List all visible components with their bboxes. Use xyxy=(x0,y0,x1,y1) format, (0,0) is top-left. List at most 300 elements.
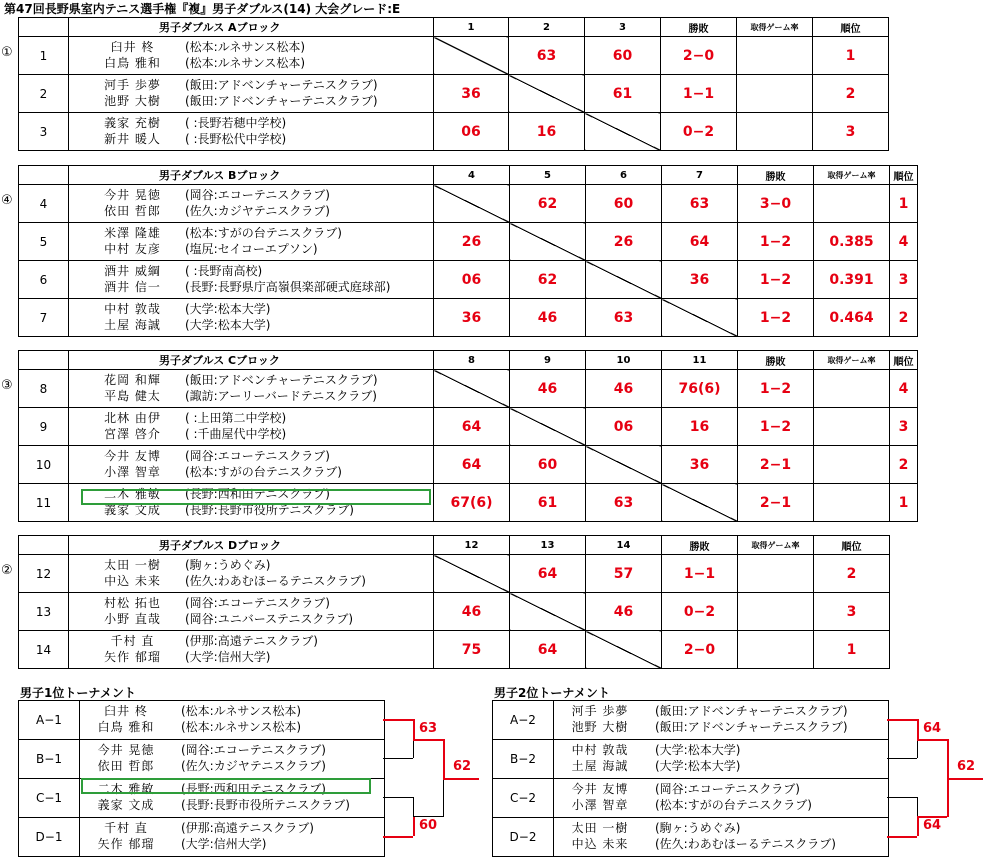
player-name: 二木 雅敏 xyxy=(104,487,161,501)
bracket-line xyxy=(917,797,918,816)
self-match-cell xyxy=(662,484,738,522)
rank: 4 xyxy=(890,223,918,261)
table-row xyxy=(19,446,918,484)
player-line xyxy=(553,782,888,796)
score-cell: 60 xyxy=(586,185,662,223)
score-cell: 26 xyxy=(586,223,662,261)
self-match-cell xyxy=(509,75,585,113)
score-cell: 63 xyxy=(509,37,585,75)
player-club: (岡谷:ユニバーステニスクラブ) xyxy=(185,612,354,626)
bracket-line xyxy=(887,836,917,838)
win-loss: 0−2 xyxy=(662,593,738,631)
col-header: 10 xyxy=(586,351,662,370)
bracket-line xyxy=(443,778,444,817)
block-name: 男子ダブルス Aブロック xyxy=(69,18,434,37)
highlight-box xyxy=(81,489,431,505)
score-cell: 46 xyxy=(510,299,586,337)
entry-number: 6 xyxy=(19,261,69,299)
game-rate xyxy=(814,484,890,522)
player-name: 千村 直 xyxy=(104,821,148,835)
player-line xyxy=(69,302,433,316)
player-line xyxy=(553,704,888,718)
rate-header: 取得ゲーム率 xyxy=(814,166,890,185)
player-line xyxy=(69,558,433,572)
seed-label: D−2 xyxy=(493,818,554,856)
pair-cell xyxy=(69,37,434,75)
player-line xyxy=(553,837,888,851)
player-club: (佐久:カジヤテニスクラブ) xyxy=(181,759,326,773)
bracket-line xyxy=(383,836,413,838)
player-line xyxy=(69,204,433,218)
pair-cell xyxy=(69,185,434,223)
score-cell: 60 xyxy=(585,37,661,75)
player-club: (佐久:わあむほーるテニスクラブ) xyxy=(655,837,836,851)
player-club: (岡谷:エコーテニスクラブ) xyxy=(185,188,330,202)
player-line xyxy=(69,78,433,92)
game-rate: 0.391 xyxy=(814,261,890,299)
score-cell: 64 xyxy=(662,223,738,261)
bracket-line xyxy=(383,719,413,721)
player-name: 中込 未来 xyxy=(104,574,161,588)
block-order-mark: ② xyxy=(1,563,13,578)
player-name: 今井 晃徳 xyxy=(97,743,155,757)
win-loss: 1−2 xyxy=(738,223,814,261)
score-cell: 57 xyxy=(586,555,662,593)
player-line xyxy=(69,264,433,278)
score-cell: 46 xyxy=(586,370,662,408)
rank: 2 xyxy=(814,555,890,593)
rank-header: 順位 xyxy=(890,351,918,370)
pair-cell xyxy=(553,701,888,739)
block-name: 男子ダブルス Cブロック xyxy=(69,351,434,370)
seed-label: B−1 xyxy=(19,740,80,778)
player-club: (飯田:アドベンチャーテニスクラブ) xyxy=(185,94,378,108)
col-header: 12 xyxy=(434,536,510,555)
seed-label: D−1 xyxy=(19,818,80,856)
player-name: 中村 敦哉 xyxy=(104,302,161,316)
rank: 2 xyxy=(890,299,918,337)
player-line xyxy=(69,650,433,664)
win-loss: 0−2 xyxy=(661,113,737,151)
player-name: 義家 文成 xyxy=(97,798,155,812)
block-order-mark: ③ xyxy=(1,378,13,393)
player-club: (飯田:アドベンチャーテニスクラブ) xyxy=(655,720,848,734)
bracket-score: 62 xyxy=(453,759,472,774)
player-club: (長野:長野県庁高嶺倶楽部硬式庭球部) xyxy=(185,280,391,294)
game-rate xyxy=(738,631,814,669)
self-match-cell xyxy=(510,408,586,446)
player-name: 太田 一樹 xyxy=(571,821,629,835)
player-club: ( :長野若穂中学校) xyxy=(185,116,287,130)
entry-number: 12 xyxy=(19,555,69,593)
player-name: 依田 哲郎 xyxy=(104,204,161,218)
game-rate: 0.385 xyxy=(814,223,890,261)
player-line xyxy=(69,280,433,294)
player-name: 臼井 柊 xyxy=(110,40,155,54)
table-row xyxy=(19,223,918,261)
pair-cell xyxy=(69,223,434,261)
block-table xyxy=(18,17,889,151)
player-line xyxy=(69,465,433,479)
entry-number: 3 xyxy=(19,113,69,151)
table-row xyxy=(19,555,890,593)
wl-header: 勝敗 xyxy=(738,351,814,370)
player-name: 千村 直 xyxy=(110,634,155,648)
score-cell: 63 xyxy=(586,484,662,522)
player-line xyxy=(69,318,433,332)
player-name: 矢作 郁瑠 xyxy=(104,650,161,664)
col-header: 4 xyxy=(434,166,510,185)
rank: 2 xyxy=(813,75,889,113)
game-rate xyxy=(737,113,813,151)
player-line xyxy=(79,837,384,851)
player-name: 花岡 和輝 xyxy=(104,373,161,387)
tournament-row xyxy=(19,740,384,779)
bracket-score: 62 xyxy=(957,759,976,774)
win-loss: 3−0 xyxy=(738,185,814,223)
col-header: 5 xyxy=(510,166,586,185)
rank: 3 xyxy=(813,113,889,151)
player-line xyxy=(553,821,888,835)
tournament-row xyxy=(493,779,888,818)
pair-cell xyxy=(69,555,434,593)
player-club: (駒ヶ:うめぐみ) xyxy=(655,821,741,835)
bracket-line xyxy=(947,778,949,817)
player-name: 臼井 柊 xyxy=(104,704,148,718)
player-line xyxy=(69,116,433,130)
score-cell: 67(6) xyxy=(434,484,510,522)
player-line xyxy=(69,574,433,588)
player-line xyxy=(69,427,433,441)
player-club: (大学:信州大学) xyxy=(181,837,267,851)
entry-number: 2 xyxy=(19,75,69,113)
bracket-line xyxy=(887,719,917,721)
win-loss: 1−2 xyxy=(738,408,814,446)
win-loss: 2−0 xyxy=(662,631,738,669)
player-club: (飯田:アドベンチャーテニスクラブ) xyxy=(655,704,848,718)
block-table xyxy=(18,165,918,337)
player-club: (伊那:高遠テニスクラブ) xyxy=(181,821,314,835)
wl-header: 勝敗 xyxy=(662,536,738,555)
self-match-cell xyxy=(510,593,586,631)
player-club: ( :長野南高校) xyxy=(185,264,263,278)
entry-number: 1 xyxy=(19,37,69,75)
player-name: 白鳥 雅和 xyxy=(97,720,155,734)
win-loss: 2−1 xyxy=(738,446,814,484)
table-row xyxy=(19,113,889,151)
player-line xyxy=(69,40,433,54)
player-line xyxy=(69,226,433,240)
score-cell: 63 xyxy=(586,299,662,337)
bracket-line xyxy=(413,816,415,836)
win-loss: 2−1 xyxy=(738,484,814,522)
player-name: 二木 雅敏 xyxy=(97,782,155,796)
player-name: 土屋 海誠 xyxy=(571,759,629,773)
win-loss: 1−1 xyxy=(662,555,738,593)
self-match-cell xyxy=(434,185,510,223)
player-club: (長野:西和田テニスクラブ) xyxy=(185,487,330,501)
player-name: 河手 歩夢 xyxy=(104,78,161,92)
score-cell: 64 xyxy=(434,408,510,446)
player-name: 白鳥 雅和 xyxy=(104,56,161,70)
player-name: 小澤 智章 xyxy=(571,798,629,812)
self-match-cell xyxy=(434,370,510,408)
table-row xyxy=(19,261,918,299)
player-club: (佐久:わあむほーるテニスクラブ) xyxy=(185,574,366,588)
pair-cell xyxy=(79,740,384,778)
rate-header: 取得ゲーム率 xyxy=(814,351,890,370)
bracket-line xyxy=(917,719,919,739)
player-name: 宮澤 啓介 xyxy=(104,427,161,441)
player-name: 酒井 威綱 xyxy=(104,264,161,278)
bracket-line xyxy=(413,719,415,739)
win-loss: 1−2 xyxy=(738,261,814,299)
rank: 1 xyxy=(813,37,889,75)
score-cell: 06 xyxy=(586,408,662,446)
player-club: (松本:すがの台テニスクラブ) xyxy=(655,798,812,812)
seed-label: B−2 xyxy=(493,740,554,778)
win-loss: 1−2 xyxy=(738,299,814,337)
block-order-mark: ① xyxy=(1,45,13,60)
player-line xyxy=(79,759,384,773)
player-club: (松本:ルネサンス松本) xyxy=(185,56,306,70)
entry-number: 8 xyxy=(19,370,69,408)
player-name: 依田 哲郎 xyxy=(97,759,155,773)
self-match-cell xyxy=(586,261,662,299)
player-club: (駒ヶ:うめぐみ) xyxy=(185,558,271,572)
player-club: (松本:ルネサンス松本) xyxy=(181,720,302,734)
player-club: (長野:長野市役所テニスクラブ) xyxy=(185,503,354,517)
player-line xyxy=(553,759,888,773)
player-name: 池野 大樹 xyxy=(571,720,629,734)
tournament-row xyxy=(493,818,888,856)
player-name: 今井 友博 xyxy=(104,449,161,463)
player-line xyxy=(69,634,433,648)
rank-header: 順位 xyxy=(813,18,889,37)
player-club: (大学:松本大学) xyxy=(185,318,271,332)
game-rate xyxy=(737,75,813,113)
pair-cell xyxy=(69,631,434,669)
self-match-cell xyxy=(585,113,661,151)
bracket-line xyxy=(443,778,479,780)
col-header: 14 xyxy=(586,536,662,555)
entry-number: 14 xyxy=(19,631,69,669)
score-cell: 06 xyxy=(434,113,509,151)
tournament-row xyxy=(19,818,384,856)
rank-header: 順位 xyxy=(814,536,890,555)
entry-number: 13 xyxy=(19,593,69,631)
self-match-cell xyxy=(510,223,586,261)
player-name: 村松 拓也 xyxy=(104,596,161,610)
col-header: 3 xyxy=(585,18,661,37)
pair-cell xyxy=(69,408,434,446)
player-club: (岡谷:エコーテニスクラブ) xyxy=(185,449,330,463)
player-name: 池野 大樹 xyxy=(104,94,161,108)
player-line xyxy=(69,596,433,610)
col-header: 11 xyxy=(662,351,738,370)
col-header: 8 xyxy=(434,351,510,370)
bracket-line xyxy=(443,739,445,778)
score-cell: 62 xyxy=(510,261,586,299)
self-match-cell xyxy=(586,631,662,669)
player-name: 中村 友彦 xyxy=(104,242,161,256)
bracket-line xyxy=(887,797,917,798)
player-name: 今井 晃徳 xyxy=(104,188,161,202)
bracket-line xyxy=(917,739,918,758)
player-name: 中村 敦哉 xyxy=(571,743,629,757)
player-name: 小野 直哉 xyxy=(104,612,161,626)
player-club: (岡谷:エコーテニスクラブ) xyxy=(655,782,800,796)
player-club: (諏訪:アーリーバードテニスクラブ) xyxy=(185,389,377,403)
col-header: 7 xyxy=(662,166,738,185)
self-match-cell xyxy=(434,37,509,75)
bracket-score: 60 xyxy=(419,818,438,833)
player-line xyxy=(69,56,433,70)
win-loss: 2−0 xyxy=(661,37,737,75)
score-cell: 36 xyxy=(434,299,510,337)
game-rate xyxy=(738,593,814,631)
player-club: (松本:すがの台テニスクラブ) xyxy=(185,465,342,479)
player-line xyxy=(69,449,433,463)
player-name: 太田 一樹 xyxy=(104,558,161,572)
table-row xyxy=(19,185,918,223)
pair-cell xyxy=(69,261,434,299)
game-rate xyxy=(814,446,890,484)
player-club: (佐久:カジヤテニスクラブ) xyxy=(185,204,330,218)
player-name: 小澤 智章 xyxy=(104,465,161,479)
rank: 1 xyxy=(890,185,918,223)
block-table xyxy=(18,535,890,669)
player-club: ( :長野松代中学校) xyxy=(185,132,287,146)
player-club: (長野:西和田テニスクラブ) xyxy=(181,782,326,796)
player-line xyxy=(69,188,433,202)
bracket-line xyxy=(383,797,413,798)
player-club: ( :上田第二中学校) xyxy=(185,411,287,425)
table-row xyxy=(19,593,890,631)
game-rate xyxy=(814,185,890,223)
bracket-score: 64 xyxy=(923,818,942,833)
win-loss: 1−2 xyxy=(738,370,814,408)
block-name: 男子ダブルス Dブロック xyxy=(69,536,434,555)
rank: 3 xyxy=(890,408,918,446)
game-rate: 0.464 xyxy=(814,299,890,337)
tournament-row xyxy=(493,740,888,779)
player-club: (松本:ルネサンス松本) xyxy=(185,40,306,54)
score-cell: 64 xyxy=(434,446,510,484)
table-row xyxy=(19,370,918,408)
player-club: (塩尻:セイコーエプソン) xyxy=(185,242,318,256)
col-header: 1 xyxy=(434,18,509,37)
page-title: 第47回長野県室内テニス選手権『複』男子ダブルス(14) 大会グレード:E xyxy=(4,2,401,16)
table-row xyxy=(19,408,918,446)
tournament-title: 男子1位トーナメント xyxy=(20,686,136,700)
player-line xyxy=(79,743,384,757)
player-line xyxy=(69,389,433,403)
player-line xyxy=(79,720,384,734)
seed-label: C−1 xyxy=(19,779,80,817)
player-line xyxy=(69,503,433,517)
entry-number: 9 xyxy=(19,408,69,446)
rank: 2 xyxy=(890,446,918,484)
tournament-row xyxy=(493,701,888,740)
player-club: (飯田:アドベンチャーテニスクラブ) xyxy=(185,78,378,92)
seed-label: C−2 xyxy=(493,779,554,817)
seed-label: A−1 xyxy=(19,701,80,739)
bracket-line xyxy=(917,739,947,741)
entry-number: 11 xyxy=(19,484,69,522)
pair-cell xyxy=(69,593,434,631)
player-line xyxy=(69,373,433,387)
player-name: 北林 由伊 xyxy=(104,411,161,425)
player-club: (大学:松本大学) xyxy=(185,302,271,316)
self-match-cell xyxy=(586,446,662,484)
score-cell: 46 xyxy=(434,593,510,631)
wl-header: 勝敗 xyxy=(738,166,814,185)
score-cell: 63 xyxy=(662,185,738,223)
entry-number: 7 xyxy=(19,299,69,337)
score-cell: 64 xyxy=(510,631,586,669)
col-header: 2 xyxy=(509,18,585,37)
player-line xyxy=(553,798,888,812)
score-cell: 36 xyxy=(662,446,738,484)
score-cell: 61 xyxy=(585,75,661,113)
wl-header: 勝敗 xyxy=(661,18,737,37)
game-rate xyxy=(814,408,890,446)
col-header: 9 xyxy=(510,351,586,370)
bracket-line xyxy=(947,739,949,778)
pair-cell xyxy=(69,75,434,113)
rank: 1 xyxy=(814,631,890,669)
player-name: 今井 友博 xyxy=(571,782,629,796)
score-cell: 61 xyxy=(510,484,586,522)
score-cell: 75 xyxy=(434,631,510,669)
table-row xyxy=(19,299,918,337)
bracket-line xyxy=(413,816,443,817)
rank-header: 順位 xyxy=(890,166,918,185)
player-line xyxy=(79,821,384,835)
player-club: (飯田:アドベンチャーテニスクラブ) xyxy=(185,373,378,387)
col-header: 6 xyxy=(586,166,662,185)
player-name: 土屋 海誠 xyxy=(104,318,161,332)
pair-cell xyxy=(553,779,888,817)
block-name: 男子ダブルス Bブロック xyxy=(69,166,434,185)
pair-cell xyxy=(553,818,888,856)
player-club: (岡谷:エコーテニスクラブ) xyxy=(181,743,326,757)
score-cell: 76(6) xyxy=(662,370,738,408)
win-loss: 1−1 xyxy=(661,75,737,113)
score-cell: 64 xyxy=(510,555,586,593)
player-line xyxy=(553,743,888,757)
self-match-cell xyxy=(662,299,738,337)
player-name: 米澤 隆雄 xyxy=(104,226,161,240)
player-name: 新井 暖人 xyxy=(104,132,161,146)
pair-cell xyxy=(69,113,434,151)
player-name: 矢作 郁瑠 xyxy=(97,837,155,851)
player-club: (大学:松本大学) xyxy=(655,743,741,757)
tournament-entries xyxy=(492,700,889,857)
score-cell: 16 xyxy=(662,408,738,446)
pair-cell xyxy=(79,701,384,739)
player-club: ( :千曲屋代中学校) xyxy=(185,427,287,441)
score-cell: 46 xyxy=(586,593,662,631)
player-name: 中込 未来 xyxy=(571,837,629,851)
score-cell: 46 xyxy=(510,370,586,408)
score-cell: 62 xyxy=(510,185,586,223)
pair-cell xyxy=(69,446,434,484)
tournament-title: 男子2位トーナメント xyxy=(494,686,610,700)
player-club: (岡谷:エコーテニスクラブ) xyxy=(185,596,330,610)
player-club: (伊那:高遠テニスクラブ) xyxy=(185,634,318,648)
